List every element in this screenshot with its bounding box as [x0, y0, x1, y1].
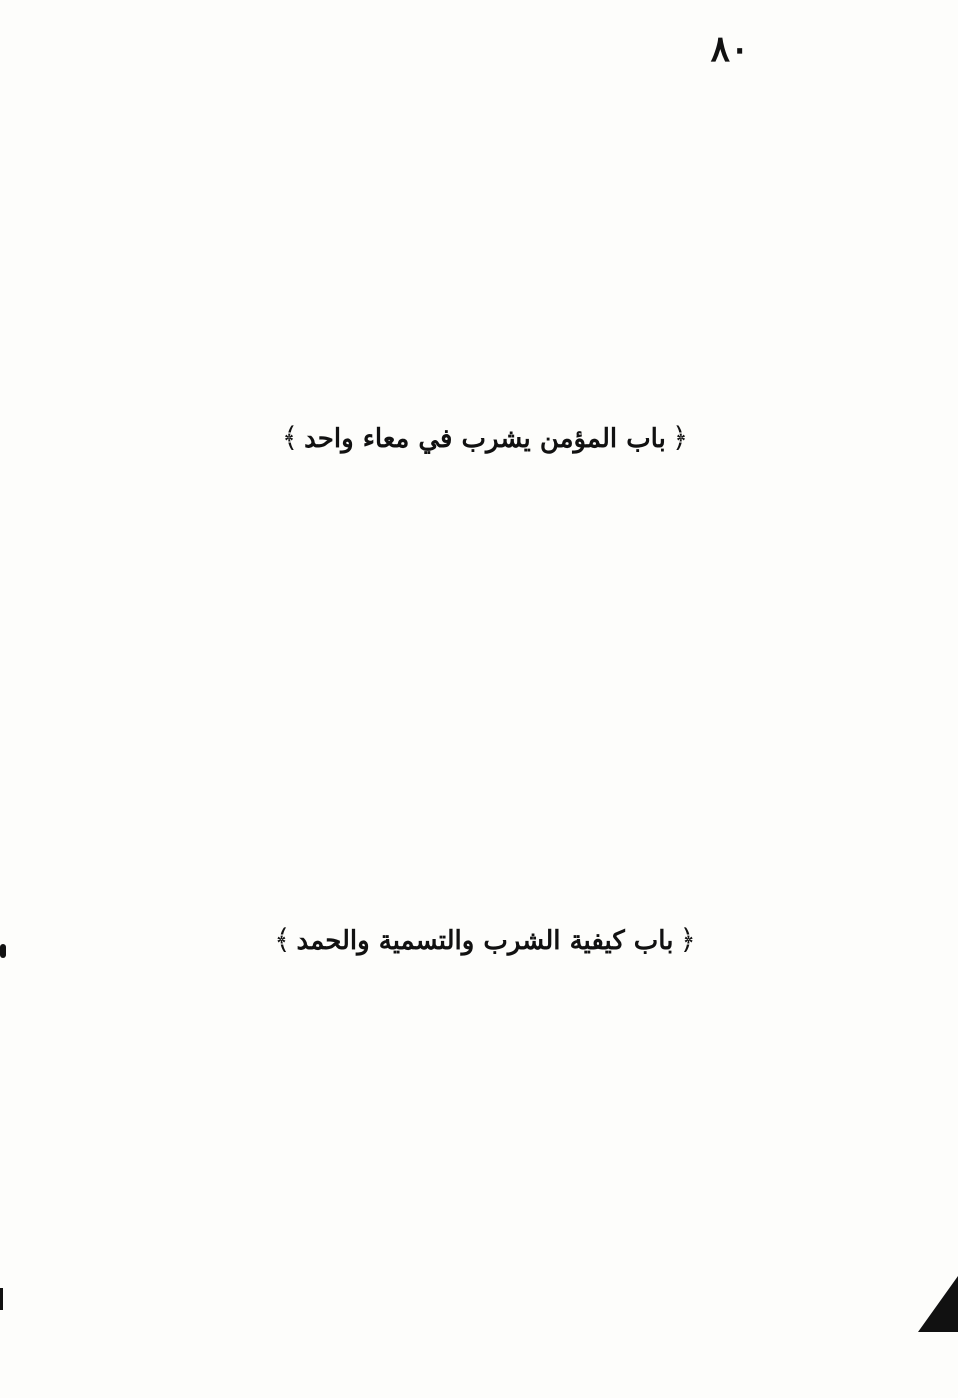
- chapter-paragraph: [100, 964, 870, 1252]
- text-line: [100, 330, 870, 378]
- text-line: [100, 1108, 870, 1156]
- text-line: [100, 1156, 870, 1204]
- chapter-title: باب المؤمن يشرب في معاء واحد: [304, 424, 666, 454]
- text-line: [100, 964, 870, 1012]
- chapter-heading: [100, 414, 870, 462]
- text-line: [100, 798, 870, 846]
- ornamental-bracket-icon: ﴿: [671, 421, 689, 454]
- text-line: [100, 1060, 870, 1108]
- chapter-title: باب كيفية الشرب والتسمية والحمد: [296, 926, 674, 956]
- text-line: [100, 606, 870, 654]
- text-line: [100, 1204, 870, 1252]
- text-line: [100, 282, 870, 330]
- ornamental-bracket-icon: ﴿: [679, 923, 696, 956]
- text-line: [100, 510, 870, 558]
- text-line: [100, 234, 870, 282]
- margin-ink-mark: [0, 944, 6, 958]
- ornamental-bracket-icon: ﴾: [274, 923, 291, 956]
- page-edge-mark: [0, 1288, 3, 1310]
- text-line: [100, 1012, 870, 1060]
- ornamental-bracket-icon: ﴾: [281, 421, 299, 454]
- text-line: [100, 846, 870, 894]
- chapter-paragraph: [100, 462, 870, 894]
- text-line: [100, 90, 870, 138]
- text-line: [100, 558, 870, 606]
- page-number: ٨٠: [710, 28, 750, 70]
- text-line: [100, 186, 870, 234]
- intro-paragraph: [100, 90, 870, 426]
- text-line: [100, 138, 870, 186]
- page-corner-shadow: [918, 1276, 958, 1332]
- text-line: [100, 462, 870, 510]
- text-line: [100, 702, 870, 750]
- text-line: [100, 654, 870, 702]
- text-line: [100, 750, 870, 798]
- chapter-heading: [100, 916, 870, 964]
